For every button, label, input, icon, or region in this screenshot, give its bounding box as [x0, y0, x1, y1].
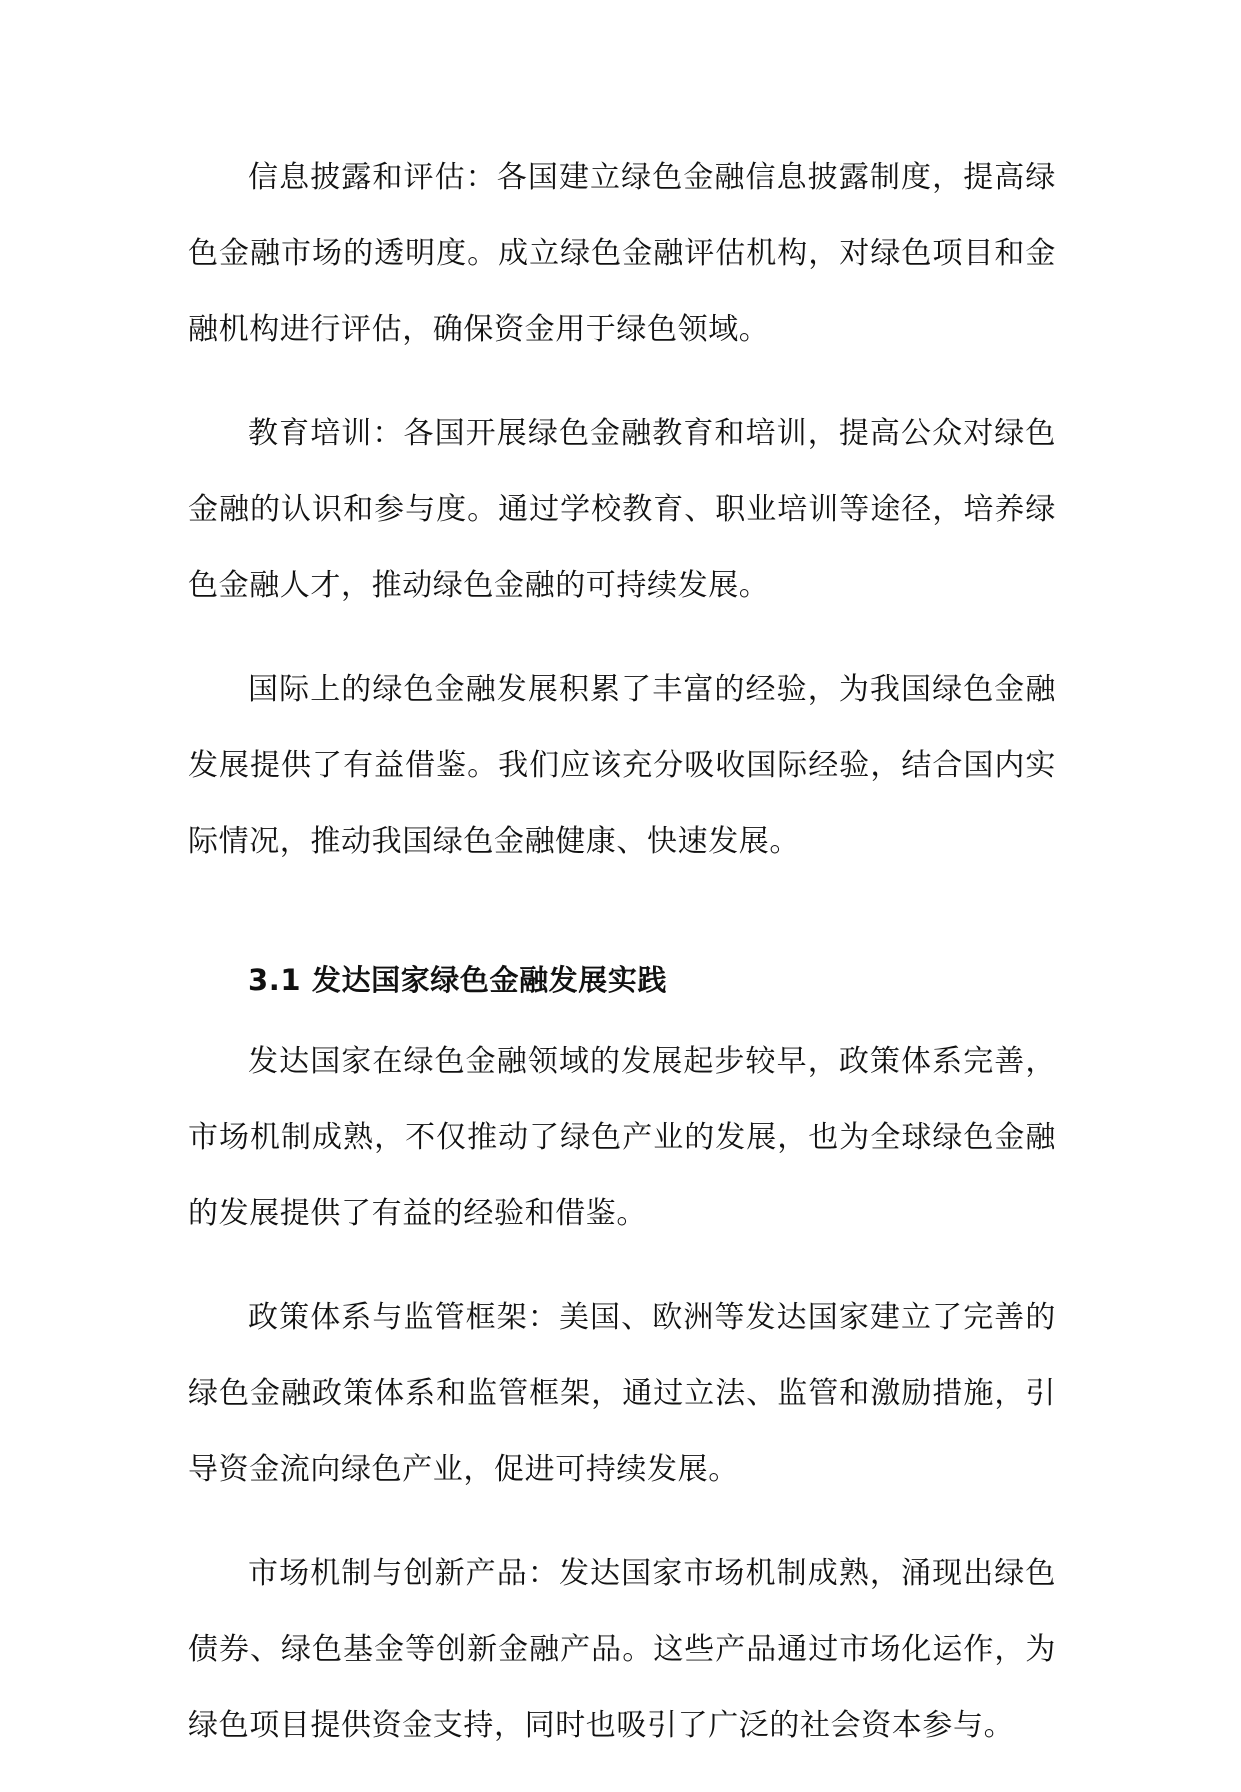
paragraph-international-experience: 国际上的绿色金融发展积累了丰富的经验，为我国绿色金融发展提供了有益借鉴。我们应该充分吸收国际经验，结合国内实际情况，推动我国绿色金融健康、快速发展。: [188, 672, 1056, 859]
paragraph-market-innovation-products: 市场机制与创新产品：发达国家市场机制成熟，涌现出绿色债券、绿色基金等创新金融产品。这些产品通过市场化运作，为绿色项目提供资金支持，同时也吸引了广泛的社会资本参与。: [188, 1556, 1056, 1743]
paragraph-policy-regulatory-framework: 政策体系与监管框架：美国、欧洲等发达国家建立了完善的绿色金融政策体系和监管框架，通过立法、监管和激励措施，引导资金流向绿色产业，促进可持续发展。: [188, 1300, 1056, 1487]
paragraph-disclosure-evaluation: 信息披露和评估：各国建立绿色金融信息披露制度，提高绿色金融市场的透明度。成立绿色金融评估机构，对绿色项目和金融机构进行评估，确保资金用于绿色领域。: [188, 160, 1056, 347]
paragraph-education-training: 教育培训：各国开展绿色金融教育和培训，提高公众对绿色金融的认识和参与度。通过学校教育、职业培训等途径，培养绿色金融人才，推动绿色金融的可持续发展。: [188, 416, 1056, 603]
section-heading: 3.1 发达国家绿色金融发展实践: [248, 963, 668, 997]
paragraph-developed-countries-intro: 发达国家在绿色金融领域的发展起步较早，政策体系完善，市场机制成熟，不仅推动了绿色产业的发展，也为全球绿色金融的发展提供了有益的经验和借鉴。: [188, 1044, 1056, 1231]
document-body: [188, 140, 1056, 1792]
